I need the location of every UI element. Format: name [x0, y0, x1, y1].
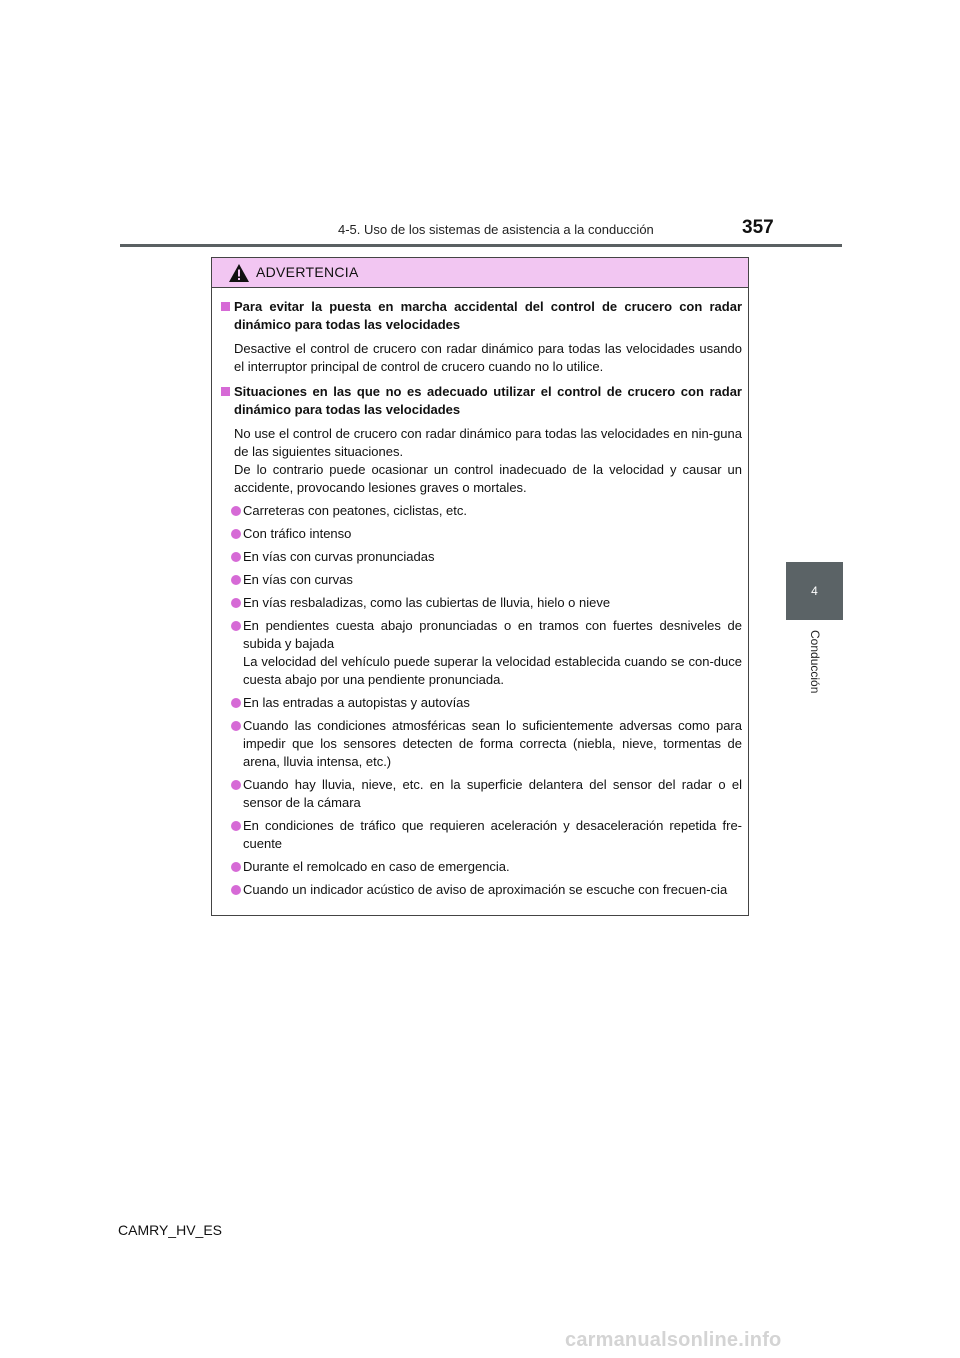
situations-list: [221, 502, 742, 899]
warning-header: [212, 258, 748, 288]
square-bullet-icon: [221, 387, 230, 396]
list-item: En vías con curvas pronunciadas: [221, 548, 742, 566]
bullet-dot-icon: [231, 885, 241, 895]
list-item: Cuando un indicador acústico de aviso de aproximación se escuche con frecuen-cia: [221, 881, 742, 899]
list-item: Con tráfico intenso: [221, 525, 742, 543]
warning-triangle-icon: [228, 263, 250, 283]
chapter-tab[interactable]: 4: [786, 562, 843, 620]
list-item: Cuando hay lluvia, nieve, etc. en la superficie delantera del sensor del radar o el sensor de la cámara: [221, 776, 742, 812]
bullet-dot-icon: [231, 862, 241, 872]
section-paragraph: No use el control de crucero con radar dinámico para todas las velocidades en nin-guna de las siguientes situaciones. De lo contrario puede ocasionar un control inadecuado de la velocidad y causar un accidente, provocando lesiones graves o mortales.: [234, 426, 742, 495]
bullet-dot-icon: [231, 575, 241, 585]
list-item: Carreteras con peatones, ciclistas, etc.: [221, 502, 742, 520]
model-code: CAMRY_HV_ES: [118, 1222, 223, 1238]
bullet-dot-icon: [231, 529, 241, 539]
watermark-link[interactable]: carmanualsonline.info: [565, 1329, 782, 1351]
bullet-dot-icon: [231, 506, 241, 516]
list-item: Cuando las condiciones atmosféricas sean lo suficientemente adversas como para impedir que los sensores detecten de forma correcta (niebla, nieve, tormentas de arena, lluvia intensa, etc.): [221, 717, 742, 771]
section-heading: Situaciones en las que no es adecuado utilizar el control de crucero con radar dinámico para todas las velocidades: [221, 383, 742, 419]
bullet-dot-icon: [231, 698, 241, 708]
bullet-dot-icon: [231, 598, 241, 608]
chapter-label: Conducción: [808, 630, 822, 694]
bullet-dot-icon: [231, 621, 241, 631]
bullet-dot-icon: [231, 780, 241, 790]
warning-box: [211, 257, 749, 916]
header-divider: [120, 244, 842, 247]
page-number: 357: [742, 217, 774, 238]
list-item: En pendientes cuesta abajo pronunciadas o en tramos con fuertes desniveles de subida y bajada La velocidad del vehículo puede superar la velocidad establecida cuando se con-duce cuesta abajo por una pendiente pronunciada.: [221, 617, 742, 689]
list-item-note: La velocidad del vehículo puede superar la velocidad establecida cuando se con-duce cuesta abajo por una pendiente pronunciada.: [243, 654, 742, 687]
list-item: En vías con curvas: [221, 571, 742, 589]
warning-body: [212, 288, 748, 899]
section-paragraph: Desactive el control de crucero con radar dinámico para todas las velocidades usando el interruptor principal de control de crucero cuando no lo utilice.: [234, 341, 742, 374]
bullet-dot-icon: [231, 821, 241, 831]
square-bullet-icon: [221, 302, 230, 311]
bullet-dot-icon: [231, 721, 241, 731]
section-title: 4-5. Uso de los sistemas de asistencia a la conducción: [338, 222, 654, 237]
bullet-dot-icon: [231, 552, 241, 562]
list-item: En condiciones de tráfico que requieren aceleración y desaceleración repetida fre-cuente: [221, 817, 742, 853]
list-item: En las entradas a autopistas y autovías: [221, 694, 742, 712]
list-item: Durante el remolcado en caso de emergencia.: [221, 858, 742, 876]
list-item: En vías resbaladizas, como las cubiertas de lluvia, hielo o nieve: [221, 594, 742, 612]
warning-title: ADVERTENCIA: [256, 264, 359, 280]
section-heading: Para evitar la puesta en marcha accidental del control de crucero con radar dinámico para todas las velocidades: [221, 298, 742, 334]
